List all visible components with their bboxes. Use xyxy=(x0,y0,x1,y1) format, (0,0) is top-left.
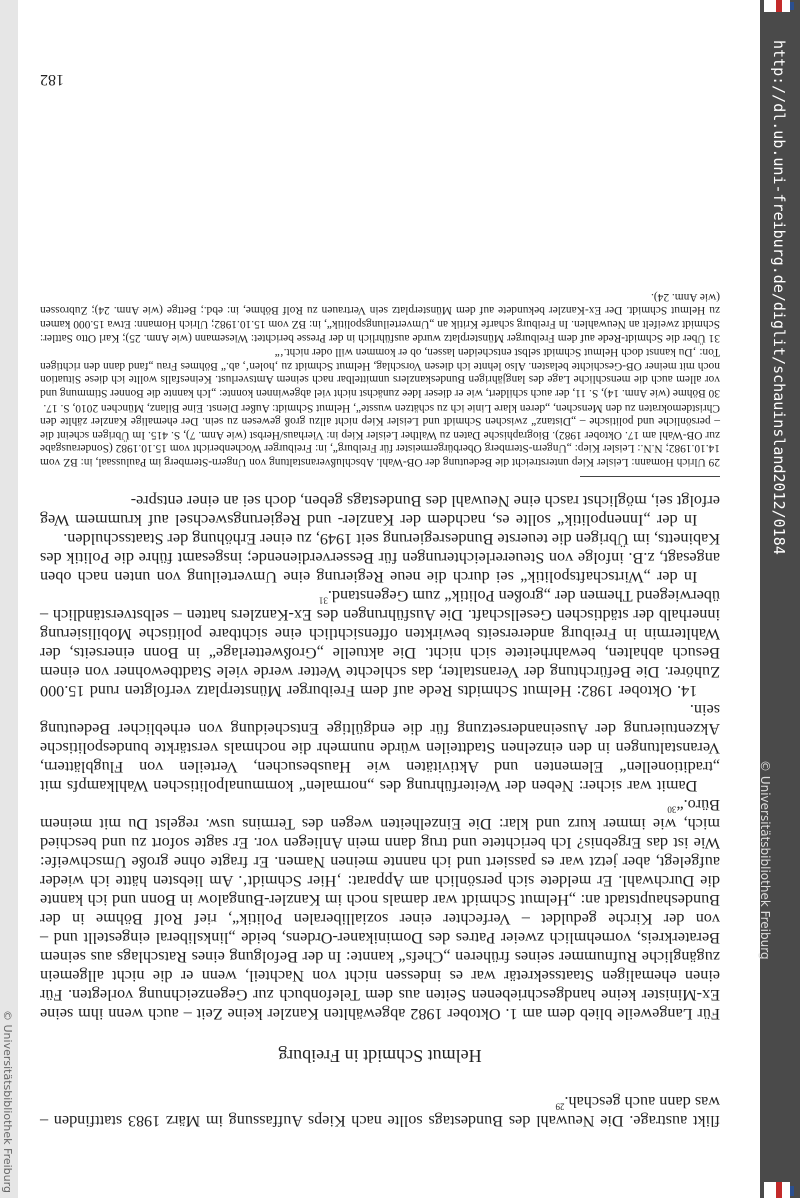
paragraph: Damit war sicher: Neben der Weiterführung des „normalen“ kommunalpolitischen Wahlkampfs mit „traditionellen“ Elementen und Aktivitäten wie Hausbesuchen, Verteilen von Flugblättern, Veranstaltungen in den einzelnen Stadtteilen würde nunmehr die nochmals verstärkte bundespolitische Akzentuierung der Auseinandersetzung für die endgültige Entscheidung von erheblicher Bedeutung sein. xyxy=(40,701,720,795)
footnote-ref[interactable]: 30 xyxy=(667,804,677,815)
footnote-ref[interactable]: 29 xyxy=(555,1101,565,1112)
section-heading: Helmut Schmidt in Freiburg xyxy=(278,1046,482,1066)
footnote: 31 Über die Schmidt-Rede auf dem Freiburger Münsterplatz wurde ausführlich in der Presse berichtet: Wiesemann (wie Anm. 25); Karl Otto Sattler: Schmidt zweifelt an Neuwahlen. In Freiburg scharfe Kritik an „Umverteilungspolitik“, in: BZ vom 15.10.1982; Ulrich Homann: Etwa 15.000 kamen zu Helmut Schmidt. Der Ex-Kanzler bekundete auf dem Münsterplatz sein Vertrauen zu Rolf Böhme, in: ebd.; Bettge (wie Anm. 24); Zubrossen (wie Anm. 24). xyxy=(40,290,720,344)
continued-paragraph: flikt austrage. Die Neuwahl des Bundestags sollte nach Kieps Auffassung im März 1983 stattfinden – was dann auch geschah.$^{29}$ xyxy=(40,1093,720,1130)
footnote: 29 Ulrich Homann: Leisler Kiep unterstreicht die Bedeutung der OB-Wahl. Abschlußveranstaltung von Ungern-Sternberg im Paulussaal, in: BZ vom 14.10.1982; N.N.: Leisler Kiep: „Ungern-Sternberg Oberbürgermeister für Freiburg“, in: Freiburger Wochenbericht vom 15.10.1982 (Sonderausgabe zur OB-Wahl am 17. Oktober 1982). Biographische Daten zu Walther Leisler Kiep in: Vierhaus/Herbst (wie Anm. 7), S. 415. Im Übrigen scheint die – persönliche und politische – „Distanz“ zwischen Schmidt und Leisler Kiep nicht allzu groß gewesen zu sein. Der ehemalige Kanzler zählte den Christdemokraten zu den Menschen, „deren klare Linie ich zu schätzen wusste“, Helmut Schmidt: Außer Dienst. Eine Bilanz, München 2010, S. 17. xyxy=(40,401,720,468)
section-body xyxy=(40,491,720,1023)
institution-label: © Universitätsbibliothek Freiburg xyxy=(758,760,772,960)
footnote-divider xyxy=(580,476,720,477)
footer-institution-label: © Universitätsbibliothek Freiburg xyxy=(1,1010,14,1193)
footnote-ref[interactable]: 31 xyxy=(318,595,328,606)
book-page xyxy=(40,70,720,1130)
paragraph: Für Langeweile blieb dem am 1. Oktober 1982 abgewählten Kanzler keine Zeit – auch wenn ihm seine Ex-Minister keine handgeschriebenen Seiten aus dem Telefonbuch zur Gegenzeichnung vorlegten. Für einen ehemaligen Staatssekretär war es indessen nicht von Nachteil, wenn er die nicht allgemein zugängliche Rufnummer seines früheren „Chefs“ kannte: In der Befolgung eines Ratschlags aus seinem Beraterkreis, vornehmlich zweier Patres des Dominikaner-Ordens, beide „linksliberal eingestellt und – von der Kirche geduldet – Verfechter einer sozialliberalen Politik“, rief Rolf Böhme in der Bundeshauptstadt an: „Helmut Schmidt war damals noch im Kanzler-Bungalow in Bonn und ich kannte die Durchwahl. Er meldete sich persönlich am Apparat: ‚Hier Schmidt‘. Am liebsten hätte ich wieder aufgelegt, aber jetzt war es passiert und ich nannte meinen Namen. Er fragte ohne große Umschweife: Wie ist das Ergebnis? Ich berichtete und trug dann mein Anliegen vor. Er sagte sofort zu und beschied mich, wie immer kurz und klar: Die Einzelheiten wegen des Termins usw. regelst Du mit meinem Büro.“$^{30}$ xyxy=(40,796,720,1023)
paragraph: In der „Wirtschaftspolitik“ sei durch die neue Regierung eine Umverteilung von unten nach oben angesagt, z.B. infolge von Steuererleichterungen für Besserverdienende; insgesamt führe die Politik des Kabinetts, im Übrigen die teuerste Bundesregierung seit 1949, zu einer Erhöhung der Staatsschulden. xyxy=(40,530,720,586)
source-url[interactable]: http://dl.ub.uni-freiburg.de/diglit/schauinsland2012/0184 xyxy=(770,40,788,555)
paragraph: In der „Innenpolitik“ sollte es, nachdem der Kanzler- und Regierungswechsel auf krummem Weg erfolgt sei, möglichst rasch eine Neuwahl des Bundestags geben, doch sei an einer entspre- xyxy=(40,492,720,529)
footnote: 30 Böhme (wie Anm. 14), S. 11, der auch schildert, wie er dieser Idee zunächst nicht viel abgewinnen konnte: „Ich kannte die Bonner Stimmung und vor allem auch die menschliche Lage des langjährigen Bundeskanzlers unmittelbar nach seinem Amtsverlust. Keinesfalls wollte ich diese Situation noch mit meiner OB-Geschichte belasten. Also lehnte ich diesen Vorschlag, Helmut Schmidt zu ‚holen‘, ab.“ Böhmes Frau „fand dann den richtigen Ton: ‚Du kannst doch Helmut Schmidt selbst entscheiden lassen, ob er kommen will oder nicht.‘“ xyxy=(40,346,720,400)
page-number: 182 xyxy=(40,71,64,88)
paragraph: 14. Oktober 1982: Helmut Schmidts Rede auf dem Freiburger Münsterplatz verfolgten rund 15.000 Zuhörer. Die Befürchtung der Veranstalter, das schlechte Wetter werde viele Stadtbewohner von einem Besuch abhalten, bewahrheitete sich nicht. Die aktuelle „Großwetterlage“ in Bonn einerseits, der Wahltermin in Freiburg andererseits bewirkten offensichtlich eine sichtbare politische Mobilisierung innerhalb der städtischen Gesellschaft. Die Ausführungen des Ex-Kanzlers hatten – selbstverständlich – überwiegend Themen der „großen Politik“ zum Gegenstand.$^{31}$ xyxy=(40,587,720,700)
